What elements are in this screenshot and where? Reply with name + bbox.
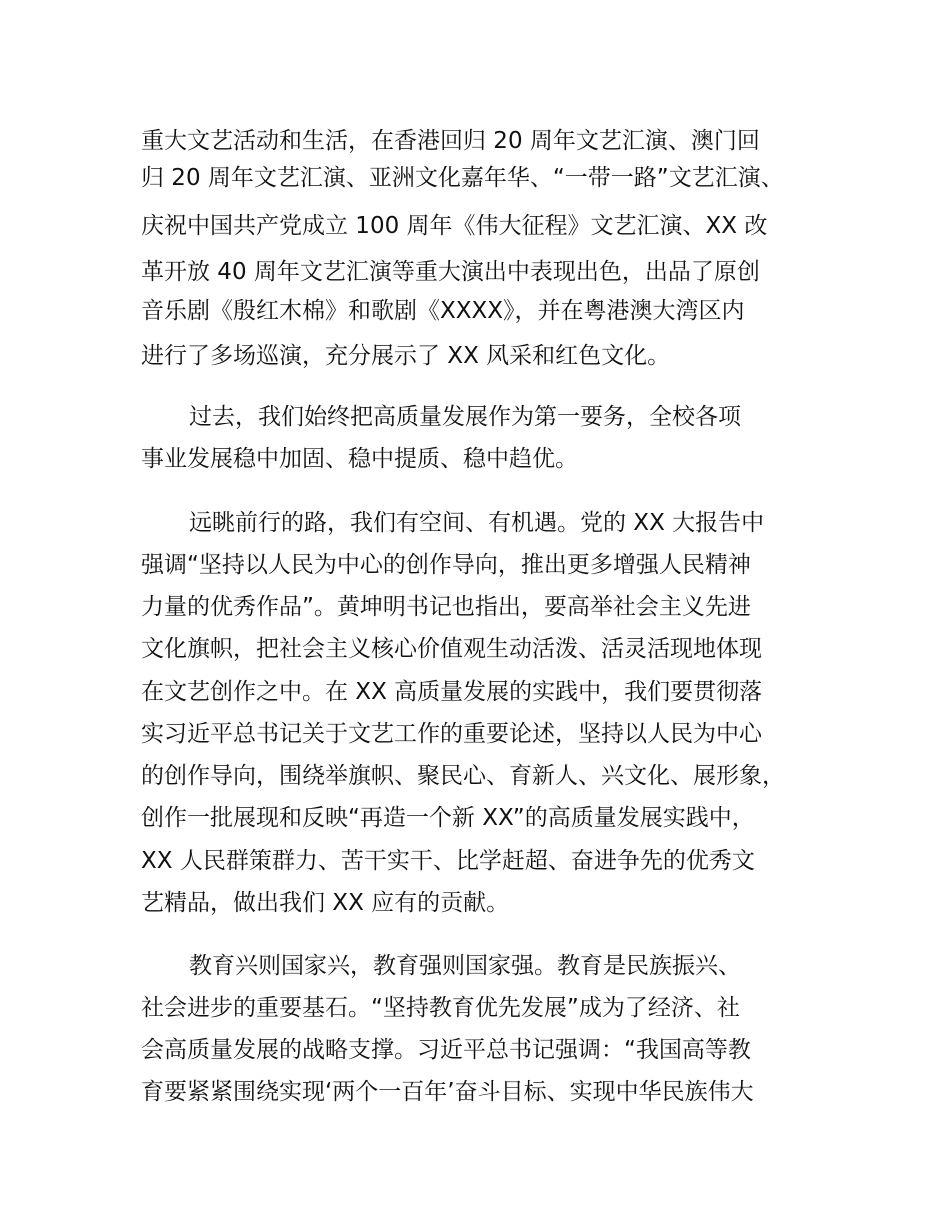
paragraph-2-line-2: 事业发展稳中加固、稳中提质、稳中趋优。 bbox=[141, 446, 578, 472]
paragraph-4-line-2: 社会进步的重要基石。“坚持教育优先发展”成为了经济、社 bbox=[141, 995, 740, 1021]
paragraph-2-line-1: 过去，我们始终把高质量发展作为第一要务，全校各项 bbox=[189, 404, 741, 430]
paragraph-3-line-10: 艺精品，做出我们 XX 应有的贡献。 bbox=[141, 890, 510, 916]
paragraph-4-line-3: 会高质量发展的战略支撑。习近平总书记强调：“我国高等教 bbox=[141, 1037, 751, 1063]
paragraph-1-line-6: 进行了多场巡演，充分展示了 XX 风采和红色文化。 bbox=[141, 343, 671, 369]
paragraph-3-line-8: 创作一批展现和反映“再造一个新 XX”的高质量发展实践中， bbox=[141, 805, 755, 831]
paragraph-1-line-1: 重大文艺活动和生活，在香港回归 20 周年文艺汇演、澳门回 bbox=[141, 128, 760, 154]
paragraph-4-line-1: 教育兴则国家兴，教育强则国家强。教育是民族振兴、 bbox=[189, 953, 741, 979]
paragraph-4-line-4: 育要紧紧围绕实现‘两个一百年’奋斗目标、实现中华民族伟大 bbox=[141, 1079, 754, 1105]
paragraph-3-line-2: 强调“坚持以人民为中心的创作导向，推出更多增强人民精神 bbox=[141, 552, 751, 578]
paragraph-1-line-2: 归 20 周年文艺汇演、亚洲文化嘉年华、“一带一路”文艺汇演、 bbox=[141, 165, 784, 191]
paragraph-3-line-3: 力量的优秀作品”。黄坤明书记也指出，要高举社会主义先进 bbox=[141, 594, 751, 620]
paragraph-3-line-7: 的创作导向，围绕举旗帜、聚民心、育新人、兴文化、展形象， bbox=[141, 763, 785, 789]
paragraph-1-line-5: 音乐剧《殷红木棉》和歌剧《XXXX》，并在粤港澳大湾区内 bbox=[141, 298, 745, 324]
paragraph-3-line-6: 实习近平总书记关于文艺工作的重要论述，坚持以人民为中心 bbox=[141, 721, 762, 747]
paragraph-1-line-3: 庆祝中国共产党成立 100 周年《伟大征程》文艺汇演、XX 改 bbox=[141, 213, 768, 239]
paragraph-3-line-9: XX 人民群策群力、苦干实干、比学赶超、奋进争先的优秀文 bbox=[141, 848, 755, 874]
paragraph-3-line-1: 远眺前行的路，我们有空间、有机遇。党的 XX 大报告中 bbox=[189, 510, 765, 536]
paragraph-3-line-5: 在文艺创作之中。在 XX 高质量发展的实践中，我们要贯彻落 bbox=[141, 679, 763, 705]
paragraph-1-line-4: 革开放 40 周年文艺汇演等重大演出中表现出色，出品了原创 bbox=[141, 259, 760, 285]
paragraph-3-line-4: 文化旗帜，把社会主义核心价值观生动活泼、活灵活现地体现 bbox=[141, 636, 762, 662]
